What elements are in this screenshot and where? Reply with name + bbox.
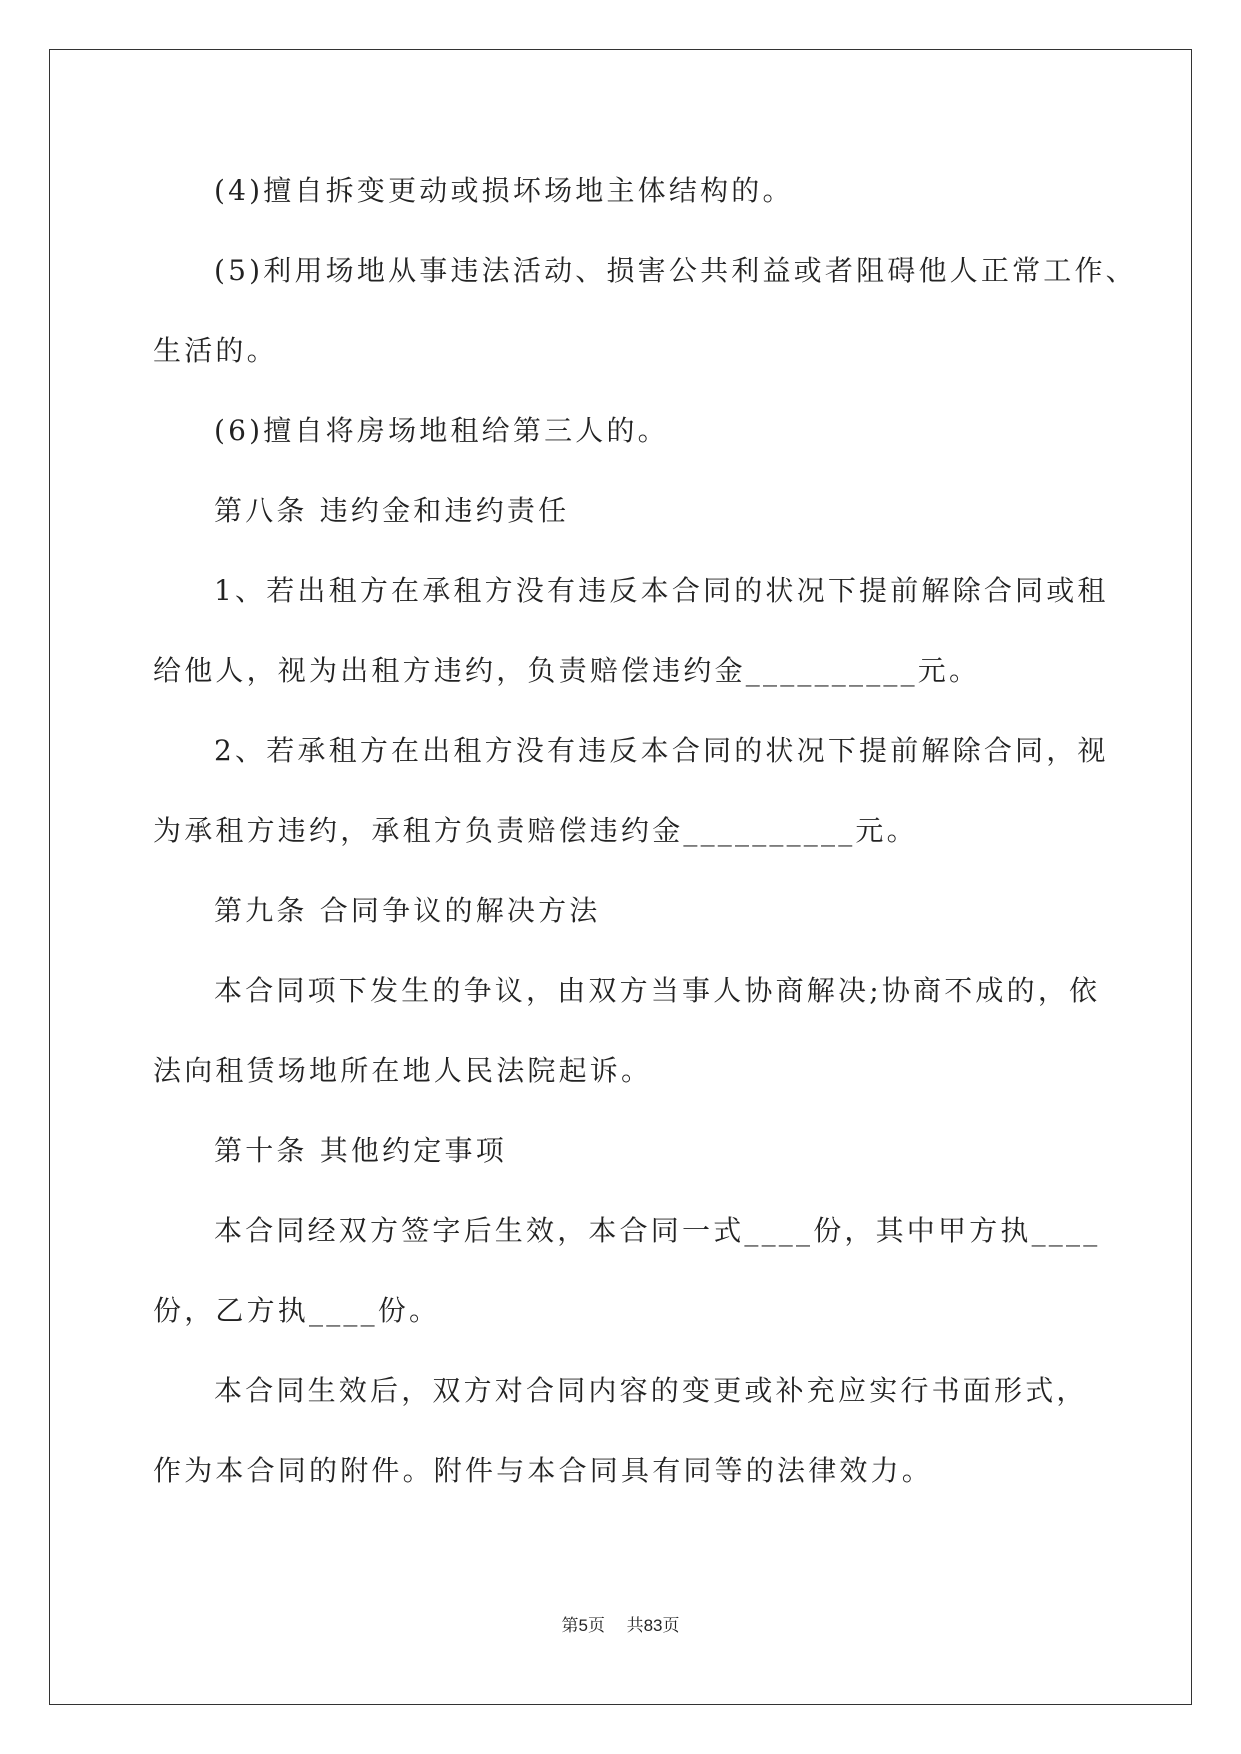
article-9-heading: 第九条 合同争议的解决方法 (214, 894, 601, 927)
article-10-paragraph-1-line-1: 本合同经双方签字后生效，本合同一式____份，其中甲方执____ (214, 1214, 1101, 1247)
page-prefix: 第 (561, 1616, 579, 1636)
clause-item-4: (4)擅自拆变更动或损坏场地主体结构的。 (214, 174, 794, 207)
article-8-item-1-line-2: 给他人，视为出租方违约，负责赔偿违约金__________元。 (153, 654, 981, 687)
article-10-paragraph-2-line-2: 作为本合同的附件。附件与本合同具有同等的法律效力。 (153, 1454, 934, 1487)
article-10-paragraph-1-line-2: 份，乙方执____份。 (153, 1294, 441, 1327)
page-suffix: 页 (587, 1616, 605, 1636)
article-9-paragraph-line-1: 本合同项下发生的争议，由双方当事人协商解决;协商不成的，依 (214, 974, 1101, 1007)
article-8-heading: 第八条 违约金和违约责任 (214, 494, 570, 527)
total-suffix: 页 (662, 1616, 680, 1636)
clause-item-5-line-2: 生活的。 (153, 334, 278, 367)
article-8-item-2-line-1: 2、若承租方在出租方没有违反本合同的状况下提前解除合同，视 (214, 734, 1109, 767)
article-9-paragraph-line-2: 法向租赁场地所在地人民法院起诉。 (153, 1054, 653, 1087)
article-8-item-2-line-2: 为承租方违约，承租方负责赔偿违约金__________元。 (153, 814, 918, 847)
article-10-paragraph-2-line-1: 本合同生效后，双方对合同内容的变更或补充应实行书面形式， (214, 1374, 1088, 1407)
page-footer (0, 1614, 1241, 1638)
article-10-heading: 第十条 其他约定事项 (214, 1134, 507, 1167)
article-8-item-1-line-1: 1、若出租方在承租方没有违反本合同的状况下提前解除合同或租 (214, 574, 1109, 607)
clause-item-5-line-1: (5)利用场地从事违法活动、损害公共利益或者阻碍他人正常工作、 (214, 254, 1137, 287)
clause-item-6: (6)擅自将房场地租给第三人的。 (214, 414, 669, 447)
total-pages: 83 (643, 1616, 663, 1635)
total-prefix: 共 (626, 1616, 644, 1636)
page-number: 5 (578, 1616, 588, 1635)
